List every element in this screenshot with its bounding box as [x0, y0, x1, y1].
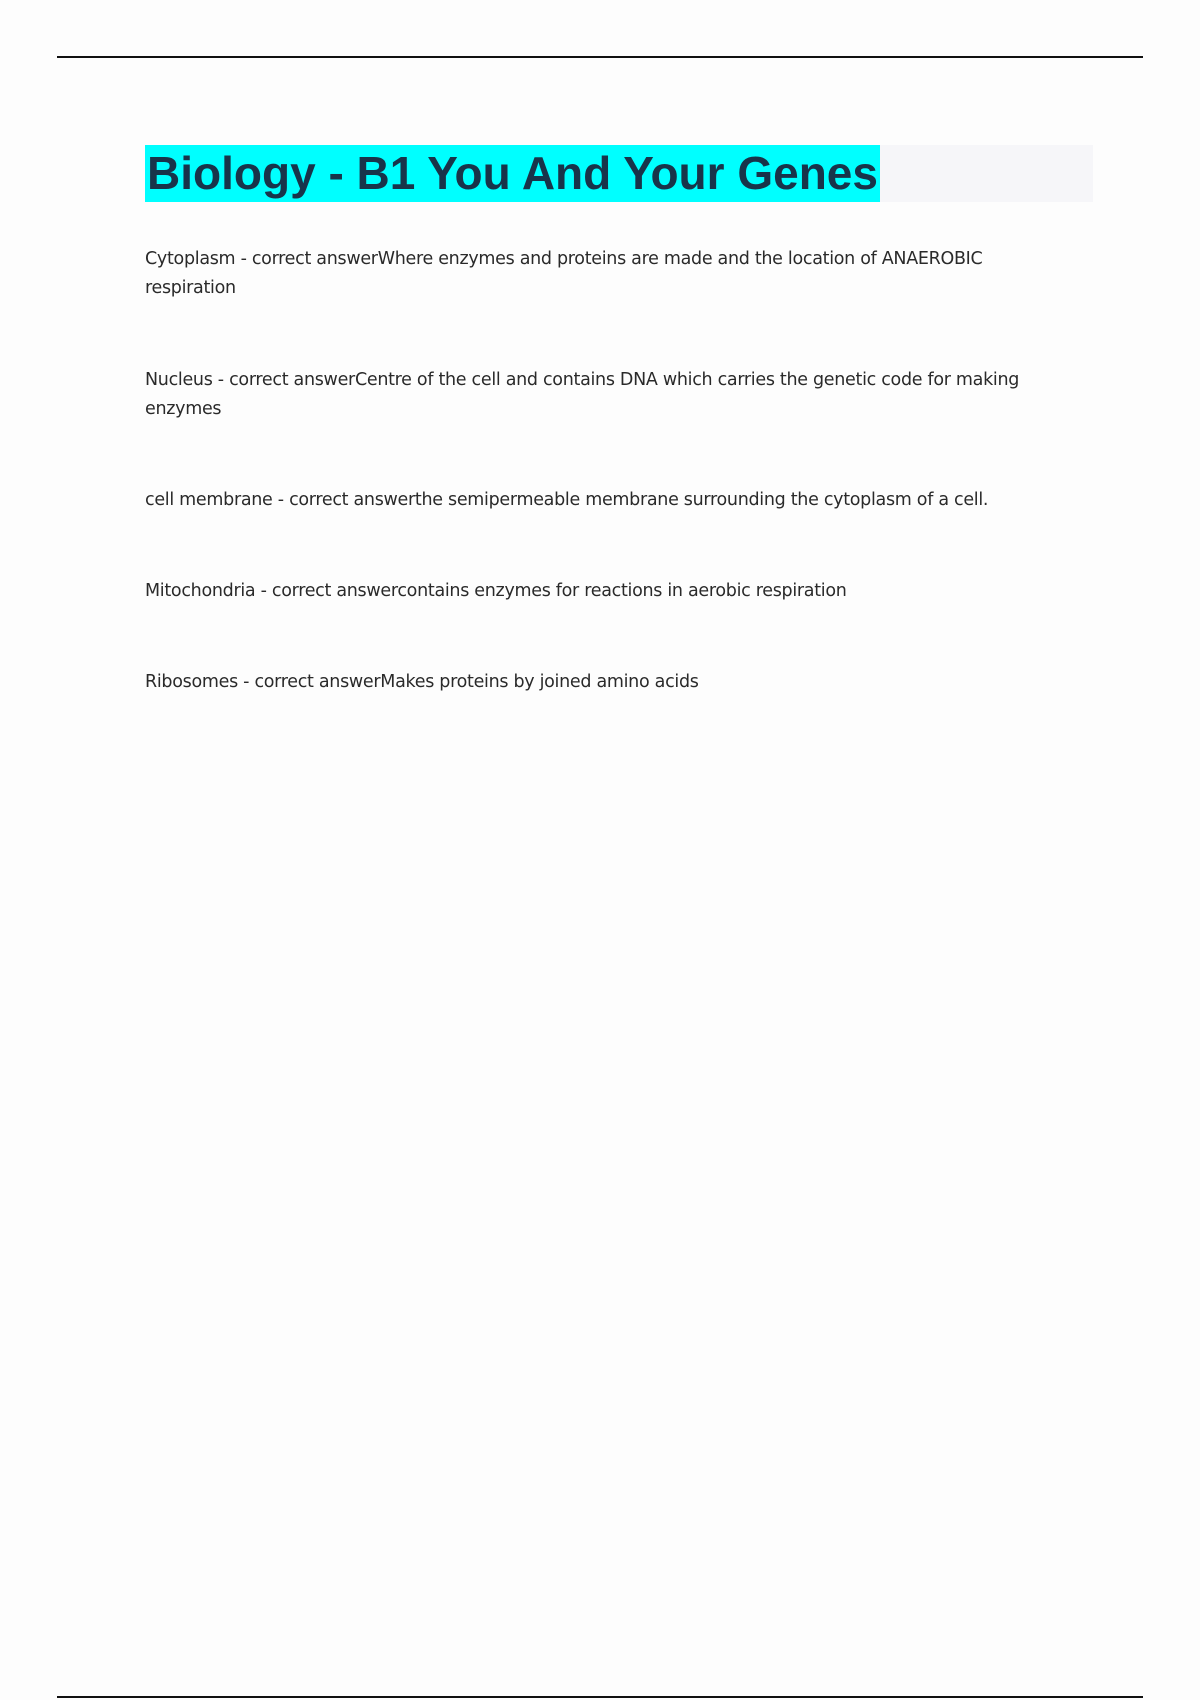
flashcard-nucleus	[145, 366, 1075, 424]
flashcard-separator: - correct answer	[272, 490, 415, 510]
flashcard-term: Cytoplasm	[145, 249, 236, 269]
flashcard-separator: - correct answer	[235, 249, 378, 269]
flashcard-ribosomes	[145, 668, 1075, 697]
flashcard-term: Mitochondria	[145, 581, 256, 601]
flashcard-term: Nucleus	[145, 370, 213, 390]
document-title: Biology - B1 You And Your Genes	[145, 145, 880, 202]
flashcard-definition: Where enzymes and proteins are made and the location of ANAEROBIC respiration	[145, 249, 983, 298]
flashcard-definition: contains enzymes for reactions in aerobic respiration	[397, 581, 847, 601]
flashcard-separator: - correct answer	[237, 672, 381, 692]
flashcard-mitochondria	[145, 577, 1075, 606]
flashcard-separator: - correct answer	[212, 370, 355, 390]
flashcard-cytoplasm	[145, 245, 1075, 303]
flashcard-term: cell membrane	[145, 490, 273, 510]
flashcard-separator: - correct answer	[255, 581, 398, 601]
top-rule	[57, 56, 1143, 58]
flashcard-definition: the semipermeable membrane surrounding the cytoplasm of a cell.	[414, 490, 989, 510]
flashcard-cell-membrane	[145, 486, 1075, 515]
flashcard-definition: Makes proteins by joined amino acids	[380, 672, 699, 692]
flashcard-term: Ribosomes	[145, 672, 238, 692]
flashcard-definition: Centre of the cell and contains DNA which carries the genetic code for making enzymes	[145, 370, 1020, 419]
bottom-rule	[57, 1696, 1143, 1698]
